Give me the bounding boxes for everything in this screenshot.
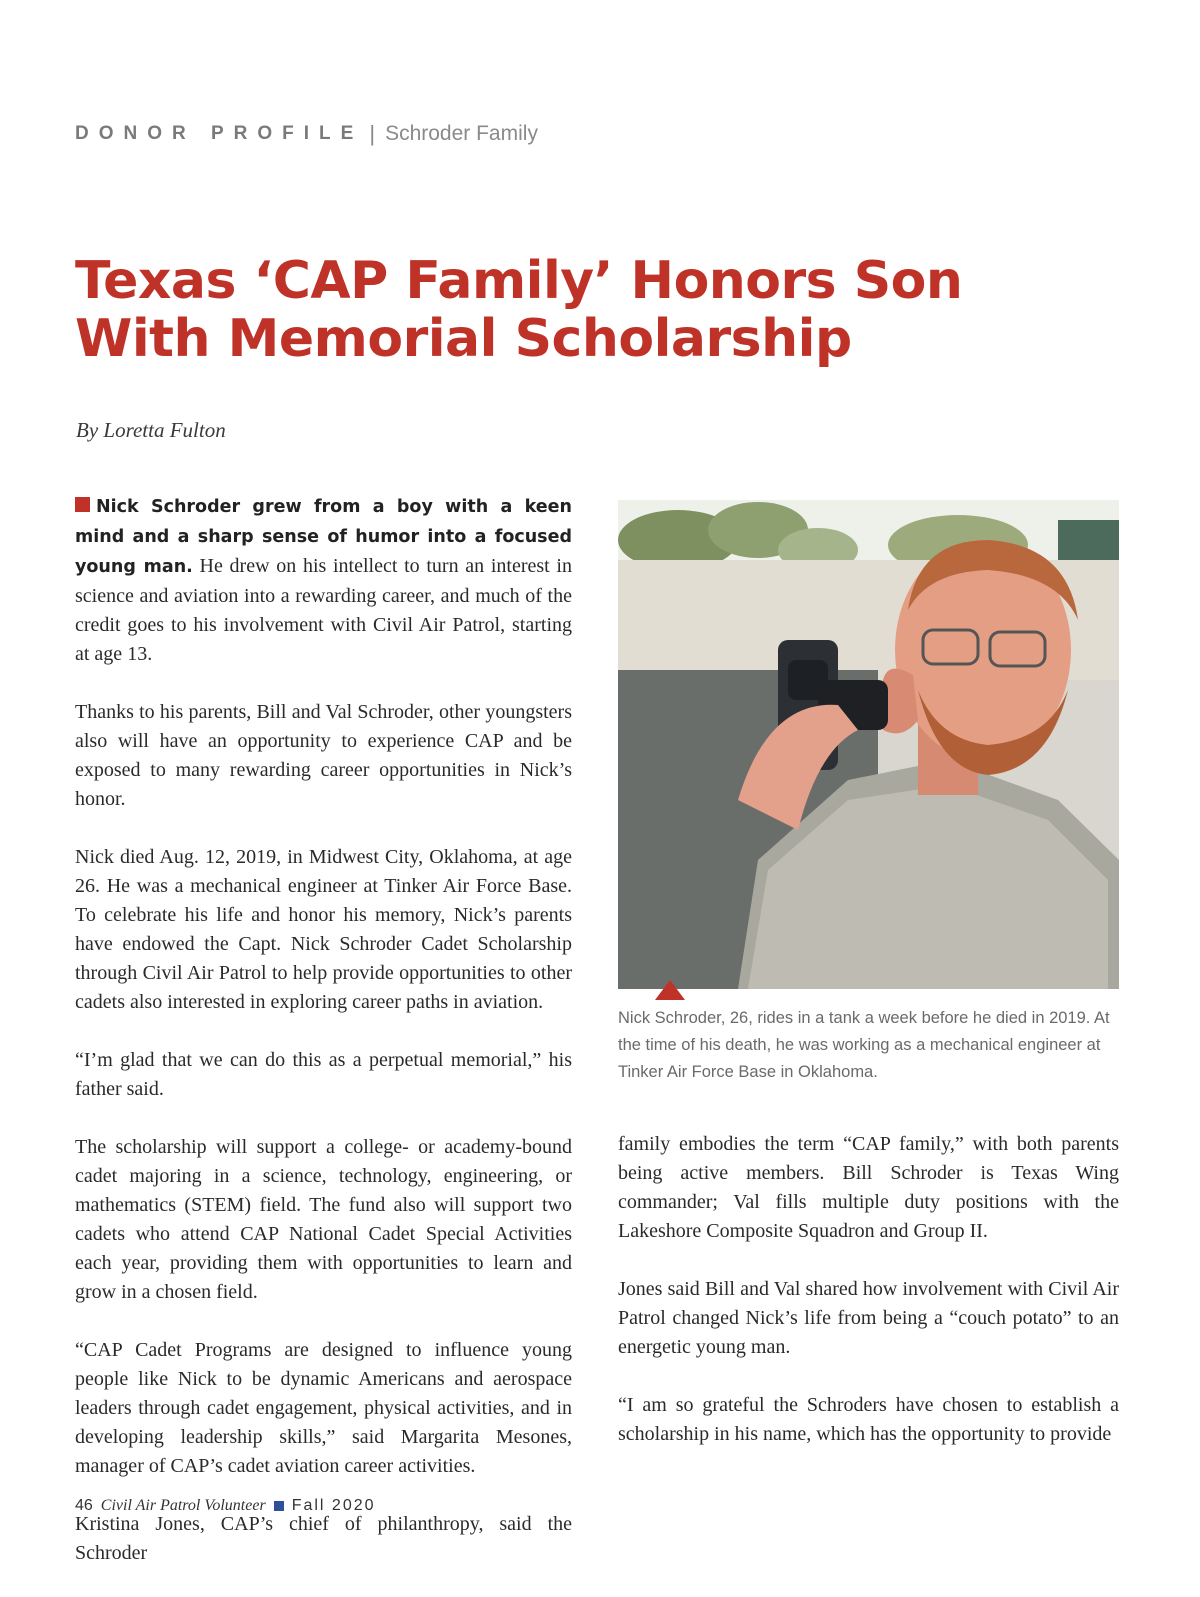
- footer-square-icon: [274, 1501, 284, 1511]
- section-subject: Schroder Family: [385, 122, 538, 145]
- body-paragraph: Jones said Bill and Val shared how involvement with Civil Air Patrol changed Nick’s life from being a “couch potato” to an energetic young man.: [618, 1278, 1119, 1358]
- right-column: [618, 1130, 1119, 1478]
- kicker-separator: |: [369, 121, 376, 146]
- body-paragraph: Thanks to his parents, Bill and Val Schroder, other youngsters also will have an opportunity to experience CAP and be exposed to many rewarding career opportunities in Nick’s honor.: [75, 701, 572, 810]
- headline-line-1: Texas ‘CAP Family’ Honors Son: [75, 251, 963, 311]
- magazine-title: Civil Air Patrol Volunteer: [100, 1497, 266, 1514]
- body-paragraph: Nick died Aug. 12, 2019, in Midwest City, Oklahoma, at age 26. He was a mechanical engineer at Tinker Air Force Base. To celebrate his life and honor his memory, Nick’s parents have endowed the Capt. Nick Schroder Cadet Scholarship through Civil Air Patrol to help provide opportunities to other cadets also interested in exploring career paths in aviation.: [75, 846, 572, 1013]
- body-paragraph: “I’m glad that we can do this as a perpetual memorial,” his father said.: [75, 1049, 572, 1100]
- photo-caption: Nick Schroder, 26, rides in a tank a week before he died in 2019. At the time of his death, he was working as a mechanical engineer at Tinker Air Force Base in Oklahoma.: [618, 1009, 1110, 1081]
- lead-paragraph: [75, 492, 572, 669]
- headline-line-2: With Memorial Scholarship: [75, 309, 852, 369]
- body-paragraph: Kristina Jones, CAP’s chief of philanthropy, said the Schroder: [75, 1513, 572, 1564]
- page-number: 46: [75, 1497, 93, 1514]
- photo-illustration: [618, 500, 1119, 989]
- body-paragraph: family embodies the term “CAP family,” with both parents being active members. Bill Schroder is Texas Wing commander; Val fills multiple duty positions with the Lakeshore Composite Squadron and Group II.: [618, 1133, 1119, 1242]
- body-paragraph: “CAP Cadet Programs are designed to influence young people like Nick to be dynamic Americans and aerospace leaders through cadet engagement, physical activities, and in developing leadership skills,” said Margarita Mesones, manager of CAP’s cadet aviation career activities.: [75, 1339, 572, 1477]
- body-paragraph: “I am so grateful the Schroders have chosen to establish a scholarship in his name, which has the opportunity to provide: [618, 1394, 1119, 1445]
- byline: By Loretta Fulton: [76, 418, 226, 442]
- section-label: DONOR PROFILE: [75, 123, 364, 144]
- page-footer: [75, 1497, 376, 1515]
- left-column: [75, 492, 572, 1597]
- lead-text: He drew on his intellect to turn an interest in science and aviation into a rewarding career, and much of the credit goes to his involvement with Civil Air Patrol, starting at age 13.: [75, 555, 572, 665]
- section-kicker: [75, 119, 538, 149]
- lead-bullet-square: [75, 497, 90, 512]
- lead-bold-text: Nick Schroder grew from a boy with a keen mind and a sharp sense of humor into a focused young man.: [75, 497, 572, 577]
- caption-marker-triangle: [655, 980, 685, 1000]
- issue-label: Fall 2020: [291, 1497, 376, 1514]
- article-photo: [618, 500, 1119, 989]
- body-paragraph: The scholarship will support a college- or academy-bound cadet majoring in a science, technology, engineering, or mathematics (STEM) field. The fund also will support two cadets who attend CAP National Cadet Special Activities each year, providing them with opportunities to learn and grow in a chosen field.: [75, 1136, 572, 1303]
- article-headline: [75, 252, 975, 368]
